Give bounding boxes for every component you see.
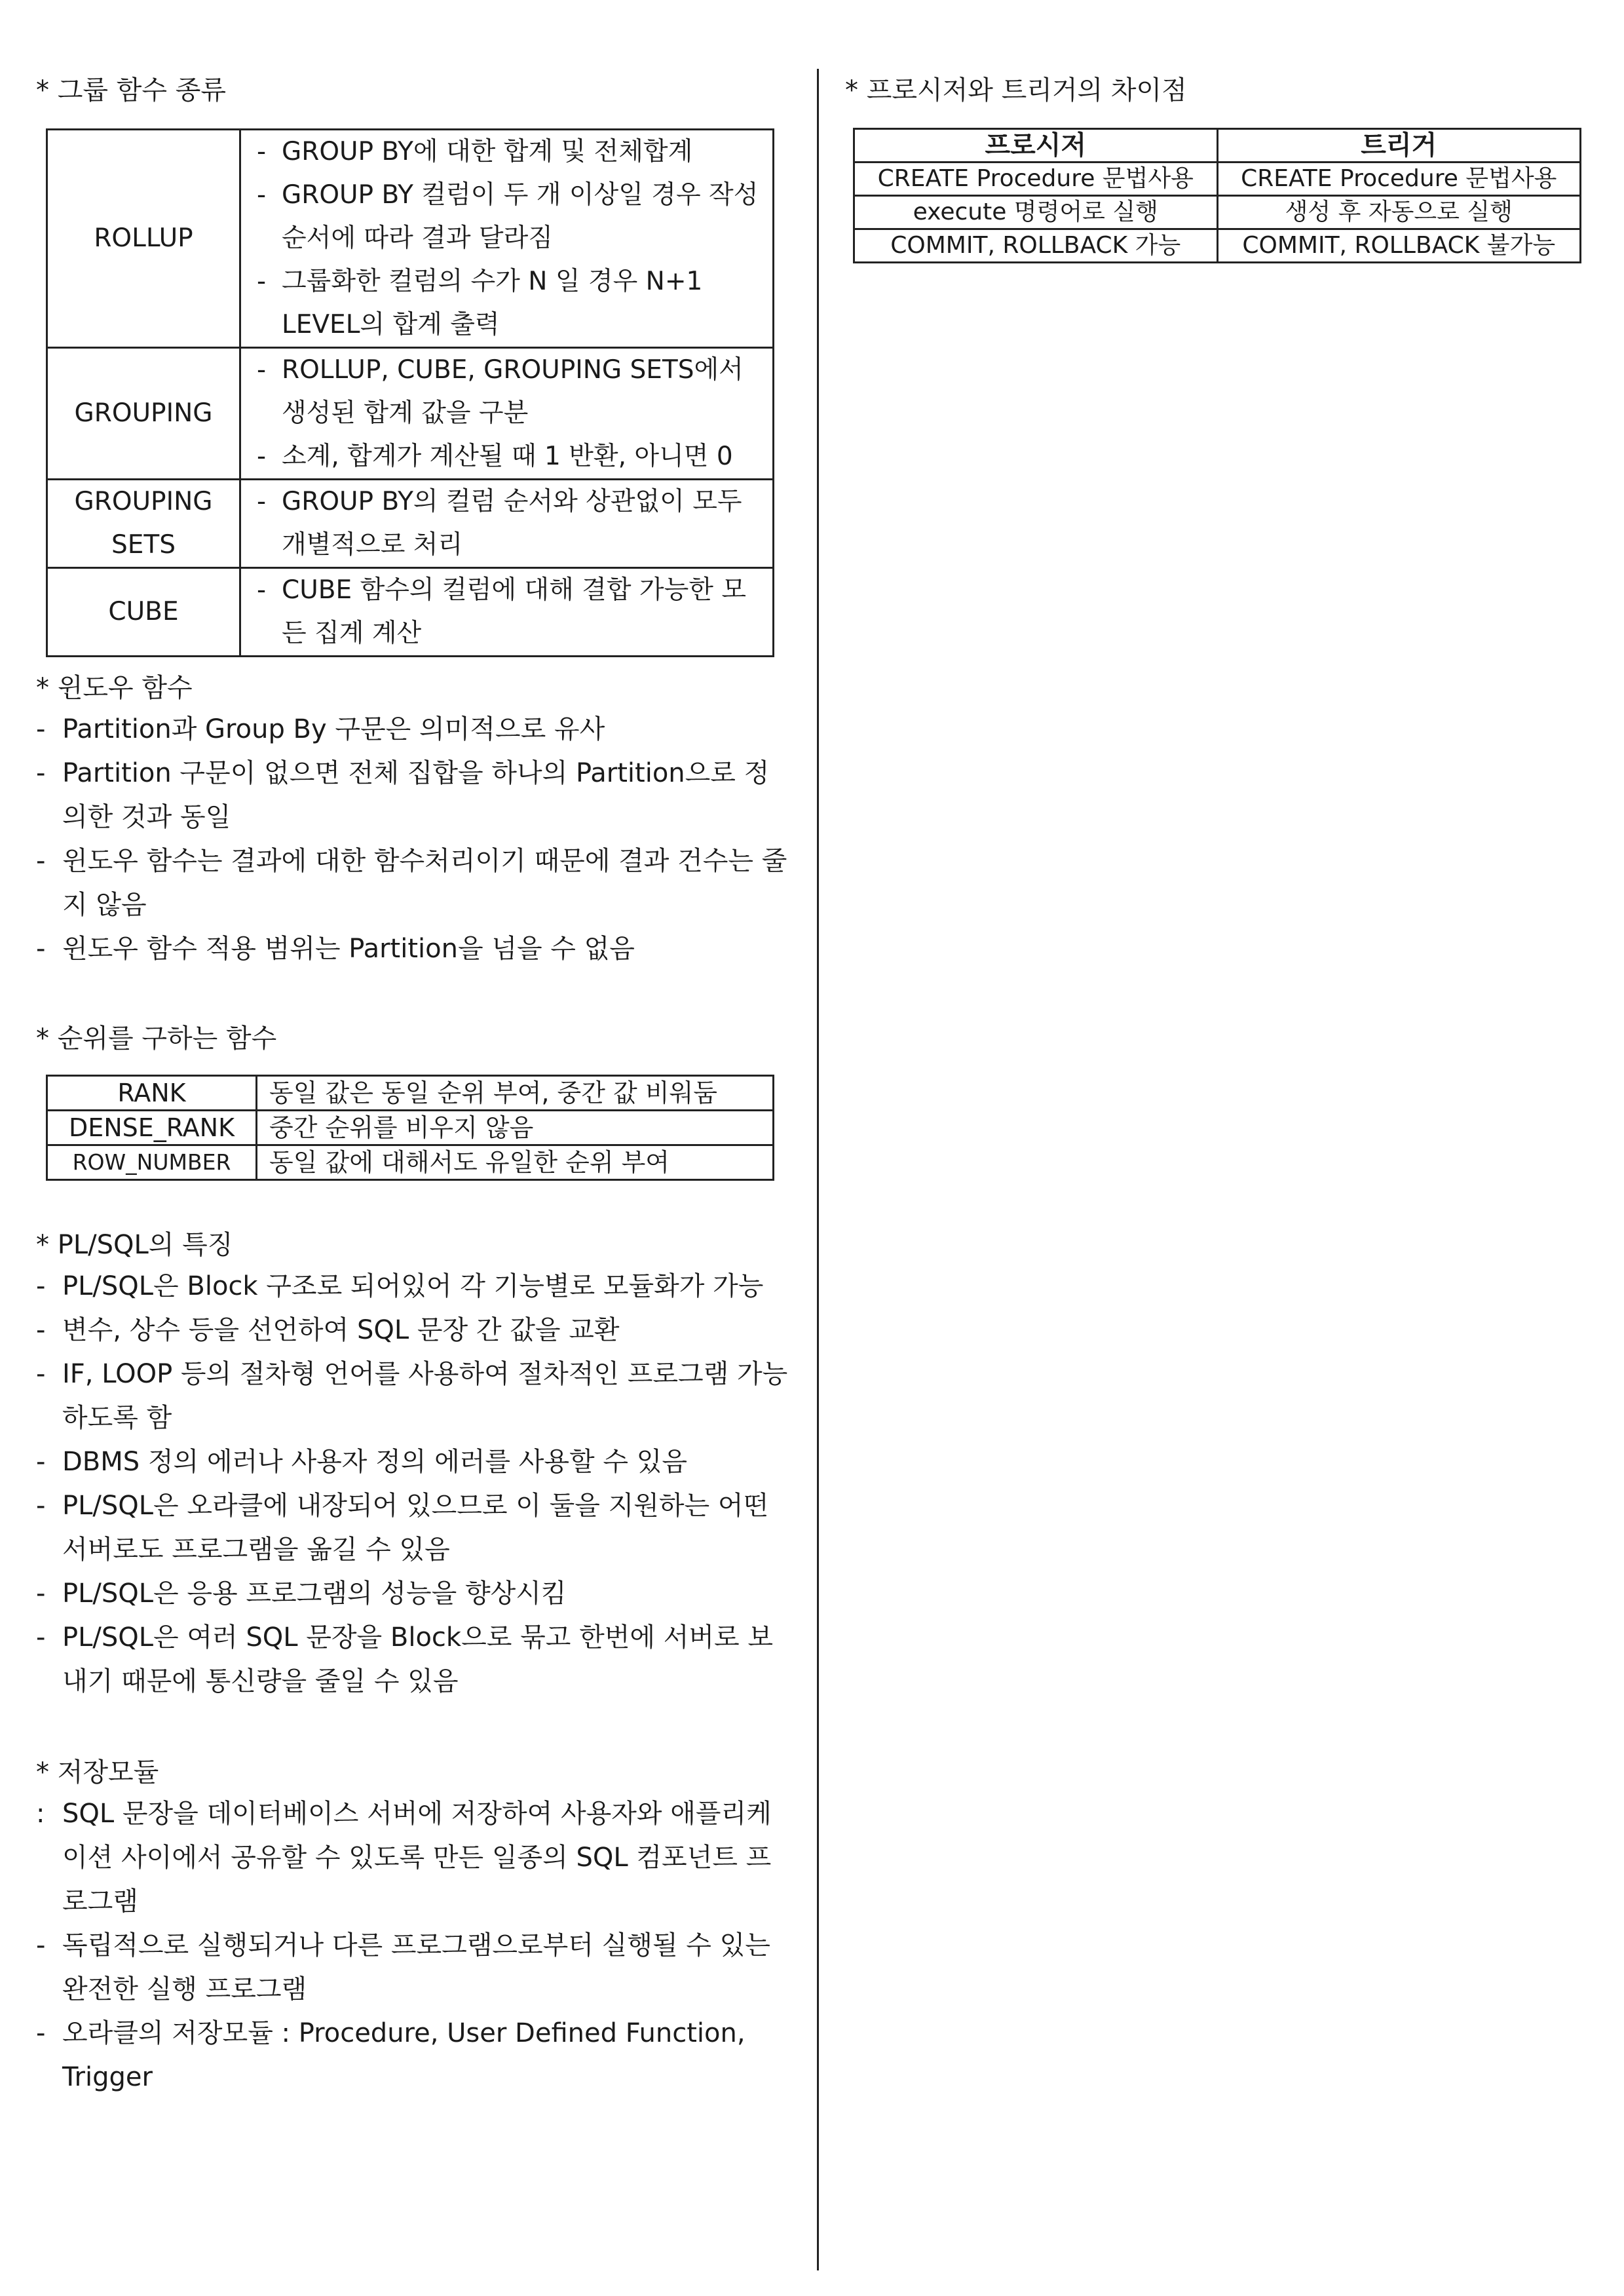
table-row: [47, 1076, 774, 1111]
list-item: - 변수, 상수 등을 선언하여 SQL 문장 간 값을 교환: [36, 1315, 620, 1345]
list-item: - 그룹화한 컬럼의 수가 N 일 경우 N+1 LEVEL의 합계 출력: [257, 267, 703, 339]
list-item: - GROUP BY 컬럼이 두 개 이상일 경우 작성 순서에 따라 결과 달라짐: [257, 180, 759, 253]
table-row: [854, 229, 1581, 263]
table-row: [47, 348, 774, 480]
stored-module-list: [36, 1792, 789, 2099]
list-item: - 소계, 합계가 계산될 때 1 반환, 아니면 0: [257, 442, 733, 471]
table-row: [854, 163, 1581, 196]
table-header-row: [854, 129, 1581, 163]
table-cell: CREATE Procedure 문법사용: [854, 163, 1218, 196]
window-functions-list: [36, 708, 789, 971]
table-row: [854, 196, 1581, 229]
table-row: [47, 1145, 774, 1180]
row-key: GROUPING: [47, 348, 240, 480]
plsql-list: [36, 1265, 789, 1704]
row-value: [240, 568, 774, 657]
list-item: - ROLLUP, CUBE, GROUPING SETS에서 생성된 합계 값을 구분: [257, 355, 744, 428]
rank-functions-table: [46, 1075, 774, 1181]
table-cell: COMMIT, ROLLBACK 가능: [854, 229, 1218, 263]
row-key: DENSE_RANK: [47, 1111, 257, 1145]
row-value: [240, 130, 774, 348]
column-header: 프로시저: [854, 129, 1218, 163]
table-cell: CREATE Procedure 문법사용: [1217, 163, 1581, 196]
proc-vs-trigger-title: * 프로시저와 트리거의 차이점: [845, 75, 1187, 105]
table-cell: execute 명령어로 실행: [854, 196, 1218, 229]
list-item: - 오라클의 저장모듈 : Procedure, User Defined Function, Trigger: [36, 2018, 746, 2092]
row-value: [240, 348, 774, 480]
list-item: - PL/SQL은 응용 프로그램의 성능을 향상시킴: [36, 1578, 567, 1609]
column-divider: [817, 69, 819, 2270]
row-key: CUBE: [47, 568, 240, 657]
definition-item: : SQL 문장을 데이터베이스 서버에 저장하여 사용자와 애플리케이션 사이에서 공유할 수 있도록 만든 일종의 SQL 컴포넌트 프로그램: [36, 1799, 772, 1917]
table-row: [47, 568, 774, 657]
row-value: 동일 값은 동일 순위 부여, 중간 값 비워둠: [257, 1076, 774, 1111]
list-item: - PL/SQL은 오라클에 내장되어 있으므로 이 둘을 지원하는 어떤 서버로도 프로그램을 옮길 수 있음: [36, 1491, 769, 1565]
table-row: [47, 130, 774, 348]
plsql-title: * PL/SQL의 특징: [36, 1230, 233, 1260]
list-item: - Partition과 Group By 구문은 의미적으로 유사: [36, 714, 605, 744]
list-item: - 윈도우 함수는 결과에 대한 함수처리이기 때문에 결과 건수는 줄지 않음: [36, 846, 787, 920]
table-row: [47, 480, 774, 568]
proc-vs-trigger-table: [853, 128, 1581, 263]
list-item: - 독립적으로 실행되거나 다른 프로그램으로부터 실행될 수 있는 완전한 실행 프로그램: [36, 1930, 770, 2004]
rank-functions-title: * 순위를 구하는 함수: [36, 1024, 277, 1054]
list-item: - IF, LOOP 등의 절차형 언어를 사용하여 절차적인 프로그램 가능하도록 함: [36, 1359, 788, 1433]
list-item: - Partition 구문이 없으면 전체 집합을 하나의 Partition으로 정의한 것과 동일: [36, 758, 770, 832]
table-cell: COMMIT, ROLLBACK 불가능: [1217, 229, 1581, 263]
row-key: ROLLUP: [47, 130, 240, 348]
row-key: RANK: [47, 1076, 257, 1111]
row-key: ROW_NUMBER: [47, 1145, 257, 1180]
group-functions-title: * 그룹 함수 종류: [36, 75, 226, 105]
list-item: - PL/SQL은 Block 구조로 되어있어 각 기능별로 모듈화가 가능: [36, 1271, 764, 1301]
row-value: [240, 480, 774, 568]
table-cell: 생성 후 자동으로 실행: [1217, 196, 1581, 229]
list-item: - 윈도우 함수 적용 범위는 Partition을 넘을 수 없음: [36, 934, 635, 964]
list-item: - PL/SQL은 여러 SQL 문장을 Block으로 묶고 한번에 서버로 보내기 때문에 통신량을 줄일 수 있음: [36, 1622, 773, 1696]
table-row: [47, 1111, 774, 1145]
column-header: 트리거: [1217, 129, 1581, 163]
list-item: - CUBE 함수의 컬럼에 대해 결합 가능한 모든 집계 계산: [257, 575, 746, 648]
row-key: GROUPING SETS: [47, 480, 240, 568]
list-item: - DBMS 정의 에러나 사용자 정의 에러를 사용할 수 있음: [36, 1447, 688, 1477]
list-item: - GROUP BY의 컬럼 순서와 상관없이 모두 개별적으로 처리: [257, 487, 742, 560]
group-functions-table: [46, 128, 774, 657]
list-item: - GROUP BY에 대한 합계 및 전체합계: [257, 137, 693, 166]
row-value: 중간 순위를 비우지 않음: [257, 1111, 774, 1145]
stored-module-title: * 저장모듈: [36, 1757, 159, 1788]
window-functions-title: * 윈도우 함수: [36, 673, 193, 703]
row-value: 동일 값에 대해서도 유일한 순위 부여: [257, 1145, 774, 1180]
